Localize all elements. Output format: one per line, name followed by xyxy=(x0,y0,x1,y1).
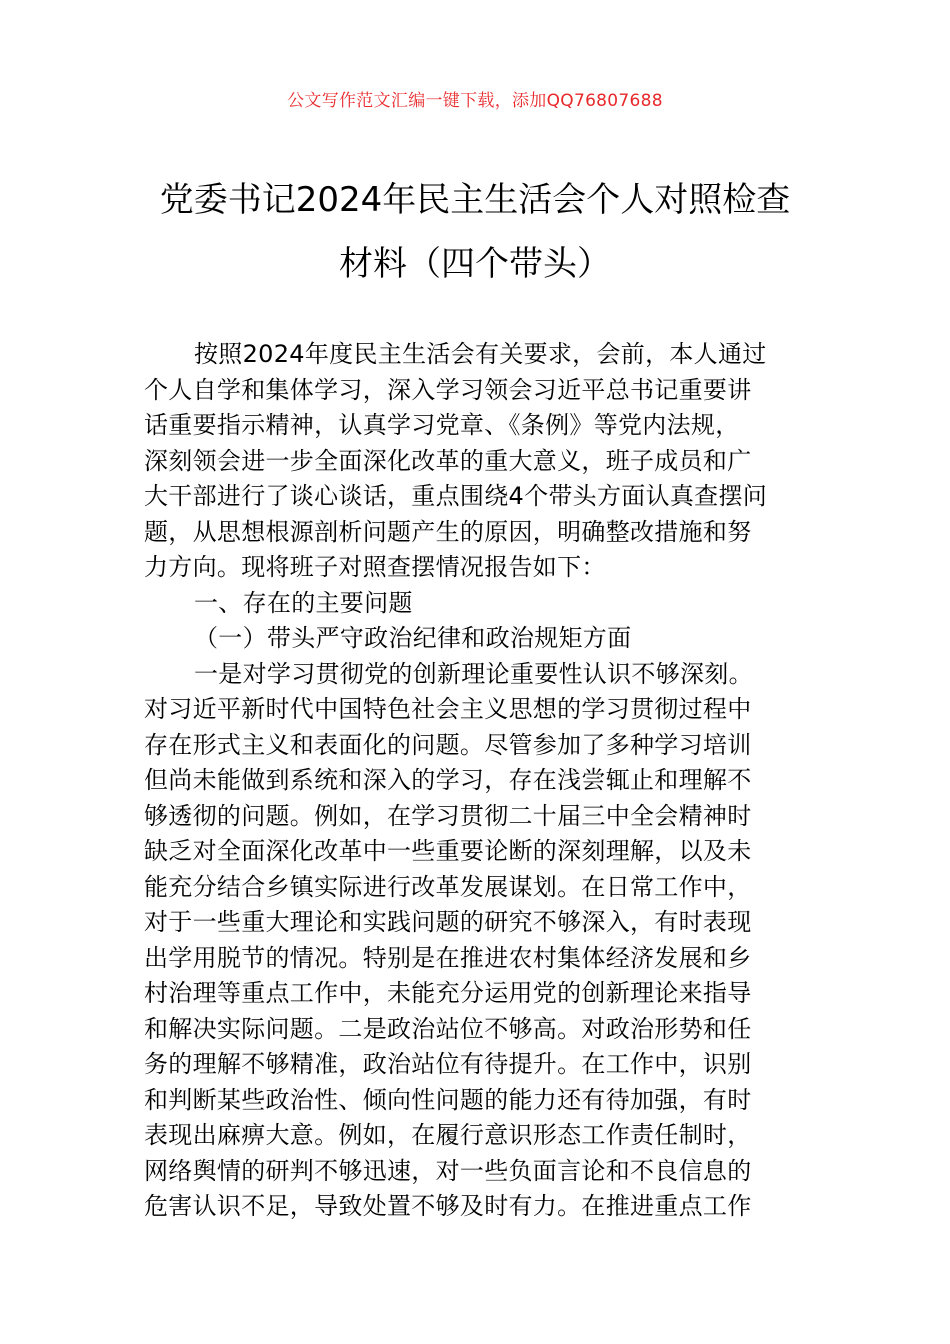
body-line: 村治理等重点工作中，未能充分运用党的创新理论来指导 xyxy=(144,979,752,1007)
body-line: 危害认识不足，导致处置不够及时有力。在推进重点工作 xyxy=(144,1192,752,1220)
body-line: 网络舆情的研判不够迅速，对一些负面言论和不良信息的 xyxy=(144,1156,752,1185)
body-line: 表现出麻痹大意。例如，在履行意识形态工作责任制时， xyxy=(144,1121,752,1149)
body-line: 但尚未能做到系统和深入的学习，存在浅尝辄止和理解不 xyxy=(144,766,752,794)
body-line: 缺乏对全面深化改革中一些重要论断的深刻理解，以及未 xyxy=(144,837,752,865)
body-line: 题，从思想根源剖析问题产生的原因，明确整改措施和努 xyxy=(144,517,752,546)
body-line: 大干部进行了谈心谈话，重点围绕4个带头方面认真查摆问 xyxy=(144,482,768,510)
body-line: 对习近平新时代中国特色社会主义思想的学习贯彻过程中 xyxy=(144,695,752,723)
body-line: 力方向。现将班子对照查摆情况报告如下： xyxy=(144,553,606,581)
download-notice: 公文写作范文汇编一键下载，添加QQ76807688 xyxy=(287,91,663,111)
body-line: 话重要指示精神，认真学习党章、《条例》等党内法规， xyxy=(144,411,740,439)
body-line: 能充分结合乡镇实际进行改革发展谋划。在日常工作中， xyxy=(144,872,752,901)
subsection-heading: （一）带头严守政治纪律和政治规矩方面 xyxy=(194,624,632,652)
body-line: 个人自学和集体学习，深入学习领会习近平总书记重要讲 xyxy=(144,375,752,404)
document-body xyxy=(144,337,808,1225)
body-line: 对于一些重大理论和实践问题的研究不够深入，有时表现 xyxy=(144,908,752,936)
body-line: 和判断某些政治性、倾向性问题的能力还有待加强，有时 xyxy=(144,1085,752,1114)
document-title xyxy=(100,168,850,296)
body-line: 存在形式主义和表面化的问题。尽管参加了多种学习培训 xyxy=(144,730,752,759)
body-line: 和解决实际问题。二是政治站位不够高。对政治形势和任 xyxy=(144,1014,752,1043)
body-line: 务的理解不够精准，政治站位有待提升。在工作中，识别 xyxy=(144,1050,752,1078)
body-line: 一是对学习贯彻党的创新理论重要性认识不够深刻。 xyxy=(194,659,753,688)
body-line: 按照2024年度民主生活会有关要求，会前，本人通过 xyxy=(194,340,767,368)
title-line-2: 材料（四个带头） xyxy=(339,244,611,284)
body-line: 出学用脱节的情况。特别是在推进农村集体经济发展和乡 xyxy=(144,943,752,972)
section-heading: 一、存在的主要问题 xyxy=(194,588,413,617)
body-line: 够透彻的问题。例如，在学习贯彻二十届三中全会精神时 xyxy=(144,801,752,830)
title-line-1: 党委书记2024年民主生活会个人对照检查 xyxy=(159,180,791,220)
body-line: 深刻领会进一步全面深化改革的重大意义，班子成员和广 xyxy=(144,446,752,475)
